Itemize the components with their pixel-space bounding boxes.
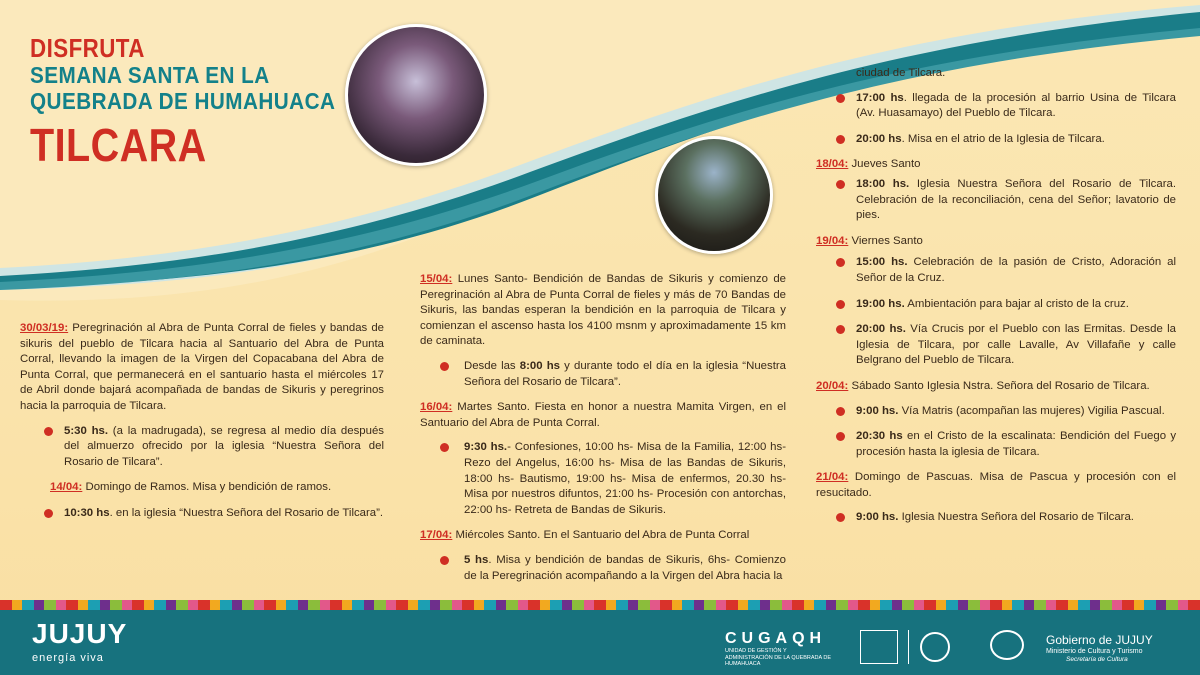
schedule-column-1 [20,321,384,532]
jujuy-slogan: energía viva [32,652,104,664]
event-item: 5 hs. Misa y bendición de bandas de Sikuris, 6hs- Comienzo de la Peregrinación acompañando a la Virgen del Abra hacia la [420,553,786,584]
event-item: 9:00 hs. Iglesia Nuestra Señora del Rosario de Tilcara. [816,510,1176,526]
gobierno-title: Gobierno de JUJUY [1046,633,1153,647]
event-item: 5:30 hs. (a la madrugada), se regresa al medio día después del almuerzo ofrecido por la iglesia “Nuestra Señora del Rosario de Tilcara”. [20,424,384,471]
event-item: 18:00 hs. Iglesia Nuestra Señora del Rosario de Tilcara. Celebración de la reconciliación, cena del Señor; lavatorio de pies. [816,177,1176,224]
event-paragraph: 19/04: Viernes Santo [816,234,923,247]
gobierno-secretaria: Secretaría de Cultura [1066,656,1128,663]
event-item: 9:30 hs.- Confesiones, 10:00 hs- Misa de la Familia, 12:00 hs- Rezo del Angelus, 16:00 hs- Misa de las Bandas de Sikuris, 18:00 hs- Bautismo, 19:00 hs- Misa de enfermos, 20.30 hs- Misa por nuestros difuntos, 21:00 hs- Procesión con antorchas, 22:00 hs- Retreta de Bandas de Sikuris. [420,440,786,518]
andean-pattern-stripe [0,600,1200,610]
title-line-3: QUEBRADA DE HUMAHUACA [30,88,336,114]
bullet-dot-icon [44,427,53,436]
event-paragraph: 14/04: Domingo de Ramos. Misa y bendición de ramos. [50,481,332,494]
event-item: 9:00 hs. Vía Matris (acompañan las mujeres) Vigilia Pascual. [816,404,1176,420]
bullet-dot-icon [836,300,845,309]
event-continuation: ciudad de Tilcara. [856,67,946,79]
event-paragraph: 21/04: Domingo de Pascuas. Misa de Pascua y procesión con el resucitado. [816,471,1176,499]
title-line-4: TILCARA [30,119,207,171]
world-heritage-icon [920,632,950,662]
virgin-image-photo [345,24,487,166]
page-title [30,34,340,170]
bullet-dot-icon [44,509,53,518]
schedule-column-3 [816,66,1176,536]
bullet-dot-icon [440,443,449,452]
event-item: 19:00 hs. Ambientación para bajar al cristo de la cruz. [816,297,1176,313]
bullet-dot-icon [836,407,845,416]
event-paragraph: 18/04: Jueves Santo [816,158,921,171]
bullet-dot-icon [836,325,845,334]
cugaqh-subtitle: UNIDAD DE GESTIÓN Y ADMINISTRACIÓN DE LA QUEBRADA DE HUMAHUACA [725,648,832,667]
event-item: 17:00 hs. llegada de la procesión al barrio Usina de Tilcara (Av. Huasamayo) del Pueblo de Tilcara. [816,91,1176,122]
jujuy-logo: JUJUY [32,618,128,649]
pilgrims-photo [655,136,773,254]
event-item: 15:00 hs. Celebración de la pasión de Cristo, Adoración al Señor de la Cruz. [816,255,1176,286]
event-paragraph: 15/04: Lunes Santo- Bendición de Bandas de Sikuris y comienzo de Peregrinación al Abra de Punta Corral de fieles y más de 70 Bandas de Sikuris, las bandas esperan la bendición en la parroquia de Tilcara y comienzan el ascenso hasta los 4100 msnm y aproximadamente 15 km de caminata. [420,273,786,348]
bullet-dot-icon [836,94,845,103]
bullet-dot-icon [836,180,845,189]
divider [908,630,909,664]
schedule-column-2 [420,272,786,594]
unesco-logo [860,630,898,664]
event-paragraph: 17/04: Miércoles Santo. En el Santuario del Abra de Punta Corral [420,529,750,542]
event-item: 20:00 hs. Vía Crucis por el Pueblo con las Ermitas. Desde la Iglesia de Tilcara, por calle Lavalle, Av Villafañe y calle Belgrano del Pueblo de Tilcara. [816,322,1176,369]
event-paragraph: 20/04: Sábado Santo Iglesia Nstra. Señora del Rosario de Tilcara. [816,379,1150,392]
bullet-dot-icon [440,362,449,371]
gobierno-jujuy-logo [990,630,1024,660]
event-item: Desde las 8:00 hs y durante todo el día en la iglesia “Nuestra Señora del Rosario de Tilcara”. [420,359,786,390]
bullet-dot-icon [836,513,845,522]
bullet-dot-icon [836,135,845,144]
event-paragraph: 16/04: Martes Santo. Fiesta en honor a nuestra Mamita Virgen, en el Santuario del Abra de Punta Corral. [420,401,786,429]
gobierno-ministerio: Ministerio de Cultura y Turismo [1046,648,1143,655]
bullet-dot-icon [836,258,845,267]
event-item: 20:30 hs en el Cristo de la escalinata: Bendición del Fuego y procesión hasta la iglesia de Tilcara. [816,429,1176,460]
title-line-2: SEMANA SANTA EN LA [30,62,270,88]
title-line-1: DISFRUTA [30,33,145,63]
bullet-dot-icon [836,432,845,441]
event-item: 10:30 hs. en la iglesia “Nuestra Señora del Rosario de Tilcara”. [20,506,384,522]
event-item: 20:00 hs. Misa en el atrio de la Iglesia de Tilcara. [816,132,1176,148]
cugaqh-logo: CUGAQH [725,630,827,647]
event-paragraph: 30/03/19: Peregrinación al Abra de Punta Corral de fieles y bandas de sikuris del pueblo de Tilcara hacia al Santuario del Abra de Punta Corral, llevando la imagen de la Virgen del Copacabana del Abra de Punta Corral, que permanecerá en el santuario hasta el miércoles 17 de Abril donde bajará acompañada de bandas de Sikuris y peregrinos hacia la parroquia de Tilcara. [20,322,384,412]
bullet-dot-icon [440,556,449,565]
